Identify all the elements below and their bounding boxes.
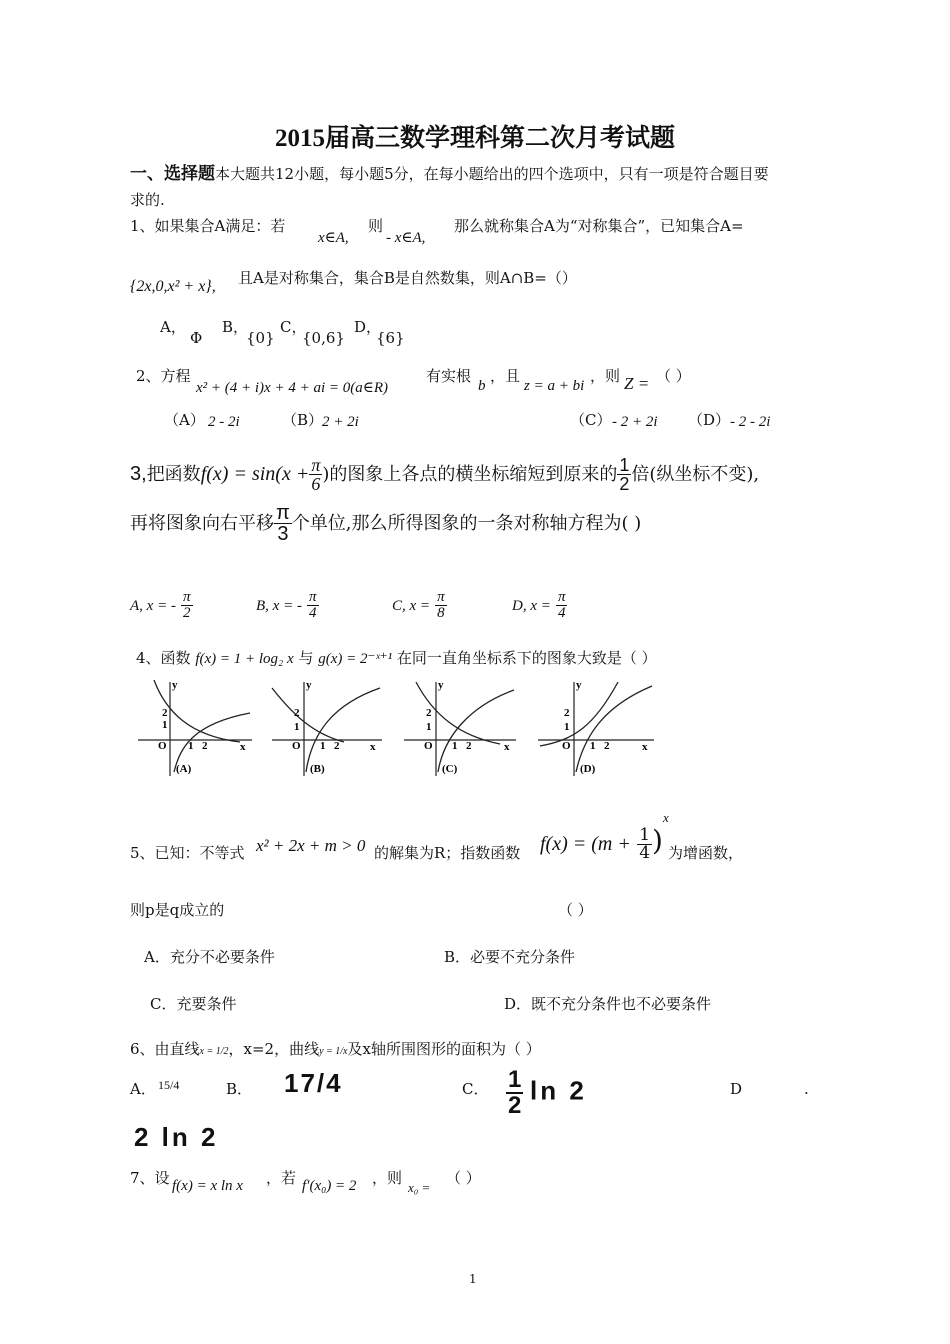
graph-c-label: (C) [442, 763, 458, 775]
graph-d-origin: O [562, 740, 571, 752]
q3-option-b-num: π [309, 589, 317, 605]
q6-option-c-value [506, 1068, 587, 1118]
q6-option-d-dot: . [804, 1080, 809, 1098]
q5-option-a: A．充分不必要条件 [144, 948, 275, 966]
q4-g: g(x) = 2⁻ˣ⁺¹ [318, 651, 393, 667]
q5-inequality: x² + 2x + m > 0 [256, 836, 366, 855]
q6-option-c-den: 2 [508, 1092, 522, 1119]
q3-option-d [512, 590, 567, 621]
q5-option-c: C．充要条件 [150, 995, 237, 1013]
q1-text-4: 且A是对称集合，集合B是自然数集，则A∩B=（） [238, 269, 577, 287]
q6-option-c-label: C． [462, 1080, 489, 1098]
graph-c-tick-1: 1 [452, 740, 458, 752]
q5-f: f(x) = (m + [540, 833, 631, 855]
q7-text-3: ，则 [372, 1169, 403, 1187]
q4-f: f(x) = 1 + log₂ x [195, 651, 294, 667]
q5-option-b: B．必要不充分条件 [444, 948, 576, 966]
graph-a-tick-1: 1 [188, 740, 194, 752]
graph-d-y-label: y [576, 679, 582, 691]
q3-option-c [392, 590, 447, 621]
q6-text-2: ，x=2，曲线 [228, 1040, 320, 1058]
q3-line-2 [130, 503, 641, 544]
q7-paren: （ ） [446, 1169, 481, 1187]
graph-c-vtick-1: 1 [426, 721, 432, 733]
q3-option-b-den: 4 [309, 605, 317, 621]
graph-d-exp-curve [540, 682, 618, 746]
q1-option-a-label: A， [160, 318, 186, 336]
graph-a-vtick-1: 1 [162, 719, 168, 731]
q3-fraction-pi-6 [309, 456, 322, 493]
q3-option-c-num: π [437, 589, 445, 605]
q7-x0: x₀ = [408, 1180, 431, 1195]
q2-option-a-label: （A） [164, 411, 205, 429]
q2-z: z = a + bi [524, 378, 585, 394]
q5-close-paren: ) [652, 824, 663, 857]
q3-option-d-fraction [556, 590, 568, 621]
q3-pi3-numerator: π [276, 502, 290, 524]
q3-option-a-prefix: A, x = - [130, 598, 176, 614]
q5-fraction [637, 827, 652, 862]
q2-text-3: ，且 [490, 367, 521, 385]
q3-option-d-den: 4 [557, 605, 566, 621]
q6-option-a-label: A． [130, 1080, 156, 1098]
q5-fraction-num: 1 [639, 825, 651, 845]
q1-option-c-label: C， [280, 318, 307, 336]
q1-option-d-label: D， [354, 318, 382, 336]
q4-text-1: 4、函数 [136, 649, 191, 667]
q2-paren: （ ） [656, 367, 691, 385]
q2-option-d-label: （D） [688, 411, 731, 429]
q2-text-1: 2、方程 [136, 367, 191, 385]
q3-half-numerator: 1 [619, 455, 630, 475]
q3-half-denominator: 2 [619, 474, 630, 494]
q5-text-4: 则p是q成立的 [130, 901, 225, 919]
q2-equation: x² + (4 + i)x + 4 + ai = 0(a∈R) [196, 380, 389, 396]
q6-line [130, 1039, 541, 1062]
q7-text-1: 7、设 [130, 1169, 170, 1187]
q4-graph-b [272, 679, 382, 776]
q6-text-1: 6、由直线 [130, 1040, 200, 1058]
q7-text-2: ，若 [266, 1169, 297, 1187]
graph-b-vtick-2: 2 [294, 707, 300, 719]
q2-text-2: 有实根 [426, 367, 472, 385]
q3-option-c-prefix: C, x = [392, 598, 431, 614]
graph-a-vtick-2: 2 [162, 707, 168, 719]
q7-derivative: f′(x₀) = 2 [302, 1178, 357, 1194]
q3-option-c-den: 8 [437, 605, 445, 621]
graph-c-x-label: x [504, 741, 510, 753]
q4-line [136, 648, 657, 669]
q3-fraction-numerator: π [311, 455, 321, 475]
q2-option-a-value: 2 - 2i [208, 414, 240, 430]
graph-b-tick-1: 1 [320, 740, 326, 752]
q5-text-1: 5、已知：不等式 [130, 844, 245, 862]
q5-paren: （ ） [558, 901, 593, 919]
q7-function: f(x) = x ln x [172, 1178, 243, 1194]
q6-option-c-num: 1 [508, 1066, 522, 1093]
graph-c-vtick-2: 2 [426, 707, 432, 719]
graph-a-label: (A) [176, 763, 192, 775]
q6-option-b-value: 17/4 [284, 1068, 343, 1098]
page-title: 2015届高三数学理科第二次月考试题 [274, 125, 675, 152]
q1-text-2: 则 [368, 217, 384, 235]
q3-fraction-pi-3 [274, 503, 292, 544]
q3-text-3: 倍(纵坐标不变), [631, 463, 760, 485]
q3-option-a [130, 590, 193, 621]
q6-option-c-fraction [506, 1068, 523, 1118]
graph-b-origin: O [292, 740, 301, 752]
graph-b-log-curve [306, 688, 380, 772]
q4-text-2: 与 [298, 649, 314, 667]
q2-option-b-label: （B） [282, 411, 324, 429]
q5-exponent: x [662, 810, 669, 825]
section-heading: 一、选择题 [130, 164, 215, 184]
q6-curve: y = 1/x [319, 1046, 348, 1057]
q3-option-d-prefix: D, x = [512, 598, 551, 614]
section-intro [130, 164, 769, 184]
q3-option-b [256, 590, 319, 621]
q3-option-b-prefix: B, x = - [256, 598, 302, 614]
q3-option-b-fraction [307, 590, 319, 621]
graph-a-x-label: x [240, 741, 246, 753]
q1-text-3: 那么就称集合A为“对称集合”，已知集合A= [454, 217, 744, 235]
q1-option-b-value: {0} [246, 329, 275, 347]
q6-text-3: 及x轴所围图形的面积为（ ） [347, 1040, 541, 1058]
q2-text-4: ，则 [590, 367, 621, 385]
graph-c-y-label: y [438, 679, 444, 691]
q4-text-3: 在同一直角坐标系下的图象大致是（ ） [396, 649, 657, 667]
graph-a-tick-2: 2 [202, 740, 208, 752]
q1-option-d-value: {6} [376, 329, 405, 347]
graph-b-vtick-1: 1 [294, 721, 300, 733]
q5-option-d: D．既不充分条件也不必要条件 [504, 995, 712, 1013]
q5-exp-function [540, 810, 669, 862]
graph-b-tick-2: 2 [334, 740, 340, 752]
q4-graph-d [538, 679, 654, 776]
q3-text-5: 个单位,那么所得图象的一条对称轴方程为( ) [291, 513, 642, 534]
graph-d-tick-1: 1 [590, 740, 596, 752]
q5-fraction-den: 4 [639, 843, 651, 863]
q2-option-c-label: （C） [570, 411, 612, 429]
q3-fraction-denominator: 6 [311, 474, 321, 494]
q3-pi3-denominator: 3 [277, 523, 289, 545]
q6-option-d-label: D [730, 1080, 743, 1098]
q5-text-2: 的解集为R；指数函数 [374, 844, 521, 862]
q3-option-c-fraction [435, 590, 447, 621]
q3-fraction-half [617, 456, 631, 493]
graph-a-y-label: y [172, 679, 178, 691]
q4-graph-a [138, 679, 252, 776]
graph-b-y-label: y [306, 679, 312, 691]
q6-option-c-ln: ln 2 [530, 1075, 587, 1106]
q6-option-a-value: 15/4 [158, 1078, 180, 1092]
q2-option-b-value: 2 + 2i [322, 414, 359, 430]
page-number: 1 [469, 1272, 477, 1286]
q3-text-4: 再将图象向右平移 [130, 513, 274, 534]
q1-math-1: x∈A, [318, 230, 349, 246]
section-desc-line1: 本大题共12小题，每小题5分，在每小题给出的四个选项中，只有一项是符合题目要 [215, 165, 769, 183]
q3-function: f(x) = sin(x + [200, 462, 310, 485]
q4-graph-c [404, 679, 516, 776]
graph-d-vtick-1: 1 [564, 721, 570, 733]
q3-option-a-fraction [181, 590, 193, 621]
graph-d-vtick-2: 2 [564, 707, 570, 719]
q2-zbar: Z = [624, 374, 650, 393]
graph-b-x-label: x [370, 741, 376, 753]
q2-b: b [478, 378, 486, 394]
q1-text-1: 1、如果集合A满足：若 [130, 217, 286, 235]
graph-d-log-curve [576, 686, 652, 772]
q5-text-3: 为增函数， [668, 844, 744, 862]
q3-text-2: )的图象上各点的横坐标缩短到原来的 [322, 463, 618, 485]
graph-c-origin: O [424, 740, 433, 752]
q6-option-b-label: B． [226, 1080, 253, 1098]
q3-number: 3, [130, 462, 147, 485]
q6-option-d-value: 2 ln 2 [134, 1122, 219, 1152]
q1-option-c-value: {0,6} [302, 329, 345, 347]
graph-d-tick-2: 2 [604, 740, 610, 752]
q2-option-d-value: - 2 - 2i [730, 414, 771, 430]
graph-d-label: (D) [580, 763, 596, 775]
q1-math-2: - x∈A, [386, 230, 426, 246]
graph-b-label: (B) [310, 763, 325, 775]
graph-d-x-label: x [642, 741, 648, 753]
q3-option-d-num: π [557, 589, 566, 605]
q4-graphs [130, 676, 660, 778]
graph-c-log-curve [438, 690, 514, 772]
q2-option-c-value: - 2 + 2i [612, 414, 658, 430]
graph-a-origin: O [158, 740, 167, 752]
q3-option-a-num: π [183, 589, 191, 605]
q1-option-b-label: B， [222, 318, 249, 336]
q1-option-a-value: Φ [190, 329, 203, 347]
q3-text-1: 把函数 [146, 463, 201, 485]
q3-line-1 [130, 456, 759, 493]
graph-c-tick-2: 2 [466, 740, 472, 752]
q3-option-a-den: 2 [183, 605, 191, 621]
section-desc-line2: 求的. [130, 191, 165, 209]
q6-line-x: x = 1/2 [199, 1046, 229, 1057]
q1-set-a: {2x,0,x² + x}, [130, 278, 216, 295]
